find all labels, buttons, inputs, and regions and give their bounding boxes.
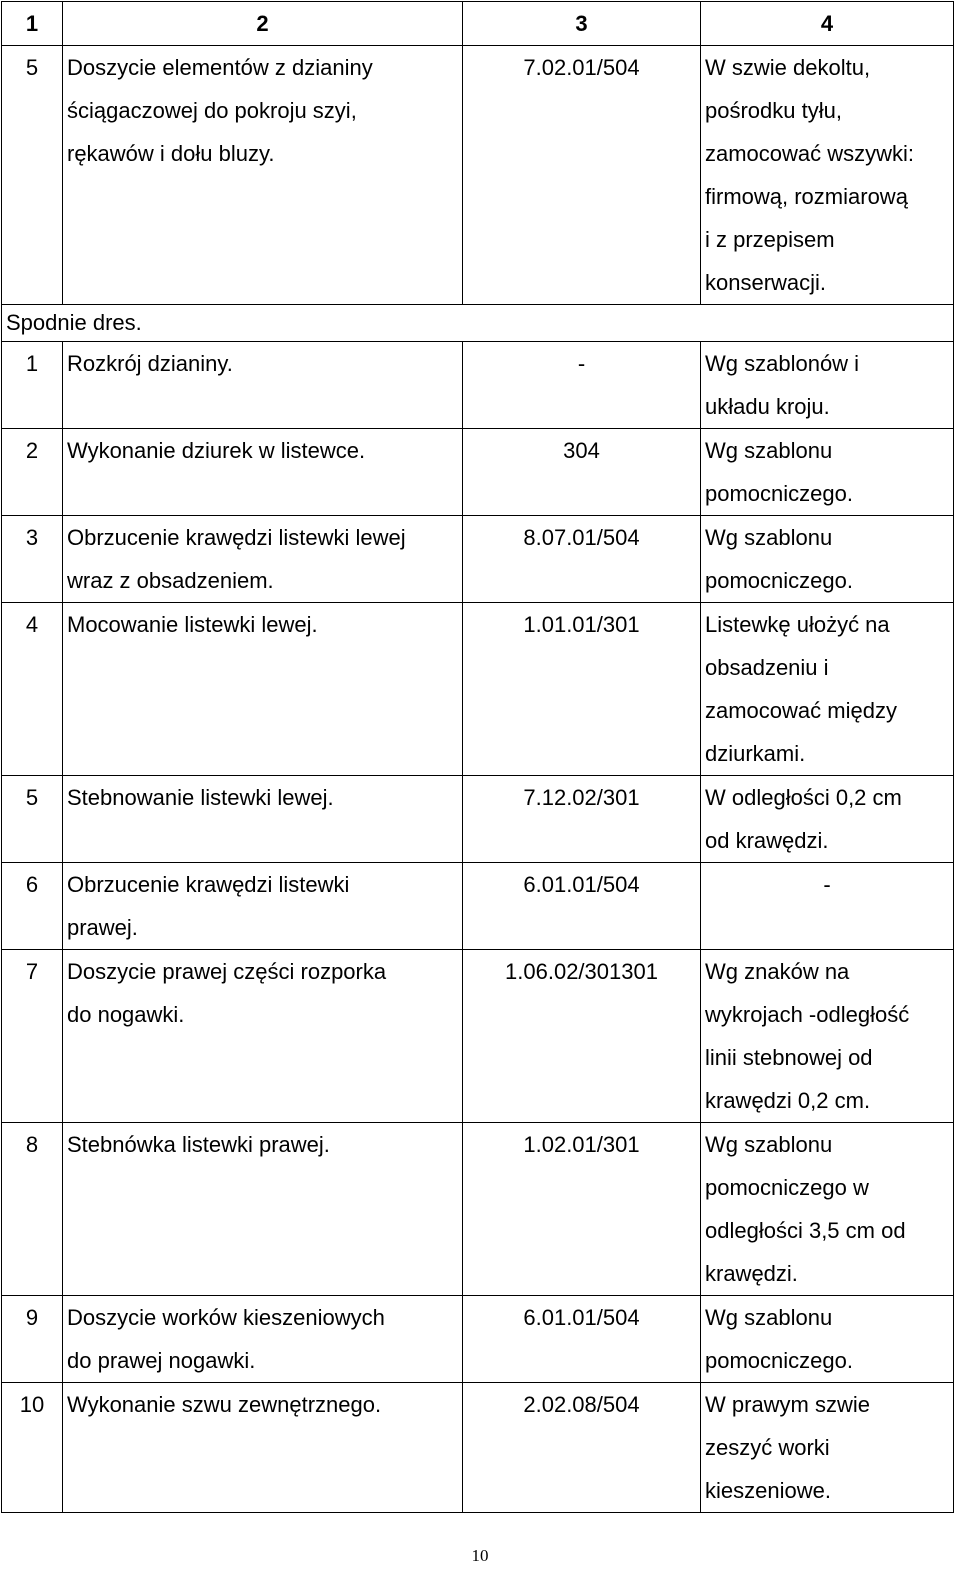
op-machine-code: 7.12.02/301 — [463, 776, 701, 863]
header-col-3: 3 — [463, 2, 701, 46]
op-number: 8 — [2, 1123, 63, 1296]
op-description: Wykonanie szwu zewnętrznego. — [63, 1383, 463, 1513]
op-number: 5 — [2, 776, 63, 863]
table-header-row — [2, 2, 954, 46]
table-row — [2, 1123, 954, 1296]
header-col-2: 2 — [63, 2, 463, 46]
op-number: 4 — [2, 603, 63, 776]
op-description: Obrzucenie krawędzi listewki prawej. — [63, 863, 463, 950]
op-description: Doszycie prawej części rozporka do nogawki. — [63, 950, 463, 1123]
op-description: Doszycie elementów z dzianiny ściągaczowej do pokroju szyi, rękawów i dołu bluzy. — [63, 46, 463, 305]
table-row — [2, 863, 954, 950]
op-number: 10 — [2, 1383, 63, 1513]
table-row — [2, 516, 954, 603]
op-notes: W prawym szwie zeszyć worki kieszeniowe. — [701, 1383, 954, 1513]
op-notes: - — [701, 863, 954, 950]
table-row — [2, 1296, 954, 1383]
op-notes: Wg szablonu pomocniczego. — [701, 429, 954, 516]
op-machine-code: 1.01.01/301 — [463, 603, 701, 776]
op-description: Wykonanie dziurek w listewce. — [63, 429, 463, 516]
op-machine-code: - — [463, 342, 701, 429]
table-row — [2, 46, 954, 305]
op-description: Rozkrój dzianiny. — [63, 342, 463, 429]
op-machine-code: 1.02.01/301 — [463, 1123, 701, 1296]
op-machine-code: 8.07.01/504 — [463, 516, 701, 603]
op-description: Mocowanie listewki lewej. — [63, 603, 463, 776]
op-machine-code: 304 — [463, 429, 701, 516]
table-row — [2, 950, 954, 1123]
op-description: Obrzucenie krawędzi listewki lewej wraz z obsadzeniem. — [63, 516, 463, 603]
header-col-1: 1 — [2, 2, 63, 46]
op-number: 2 — [2, 429, 63, 516]
op-notes: W odległości 0,2 cm od krawędzi. — [701, 776, 954, 863]
op-machine-code: 1.06.02/301301 — [463, 950, 701, 1123]
table-row — [2, 603, 954, 776]
table-row — [2, 1383, 954, 1513]
op-notes: Listewkę ułożyć na obsadzeniu i zamocować między dziurkami. — [701, 603, 954, 776]
op-description: Doszycie worków kieszeniowych do prawej nogawki. — [63, 1296, 463, 1383]
op-notes: W szwie dekoltu, pośrodku tyłu, zamocować wszywki: firmową, rozmiarową i z przepisem konserwacji. — [701, 46, 954, 305]
table-row — [2, 342, 954, 429]
op-notes: Wg szablonu pomocniczego w odległości 3,5 cm od krawędzi. — [701, 1123, 954, 1296]
table-row — [2, 429, 954, 516]
section-title: Spodnie dres. — [2, 305, 954, 342]
op-number: 7 — [2, 950, 63, 1123]
op-number: 5 — [2, 46, 63, 305]
op-number: 3 — [2, 516, 63, 603]
op-notes: Wg szablonu pomocniczego. — [701, 1296, 954, 1383]
op-number: 1 — [2, 342, 63, 429]
page-number: 10 — [471, 1546, 489, 1565]
op-machine-code: 2.02.08/504 — [463, 1383, 701, 1513]
op-number: 9 — [2, 1296, 63, 1383]
section-row — [2, 305, 954, 342]
header-col-4: 4 — [701, 2, 954, 46]
op-description: Stebnówka listewki prawej. — [63, 1123, 463, 1296]
operations-table — [1, 1, 954, 1513]
op-notes: Wg znaków na wykrojach -odległość linii stebnowej od krawędzi 0,2 cm. — [701, 950, 954, 1123]
op-number: 6 — [2, 863, 63, 950]
op-notes: Wg szablonów i układu kroju. — [701, 342, 954, 429]
op-machine-code: 6.01.01/504 — [463, 863, 701, 950]
op-machine-code: 6.01.01/504 — [463, 1296, 701, 1383]
op-machine-code: 7.02.01/504 — [463, 46, 701, 305]
table-row — [2, 776, 954, 863]
op-description: Stebnowanie listewki lewej. — [63, 776, 463, 863]
op-notes: Wg szablonu pomocniczego. — [701, 516, 954, 603]
